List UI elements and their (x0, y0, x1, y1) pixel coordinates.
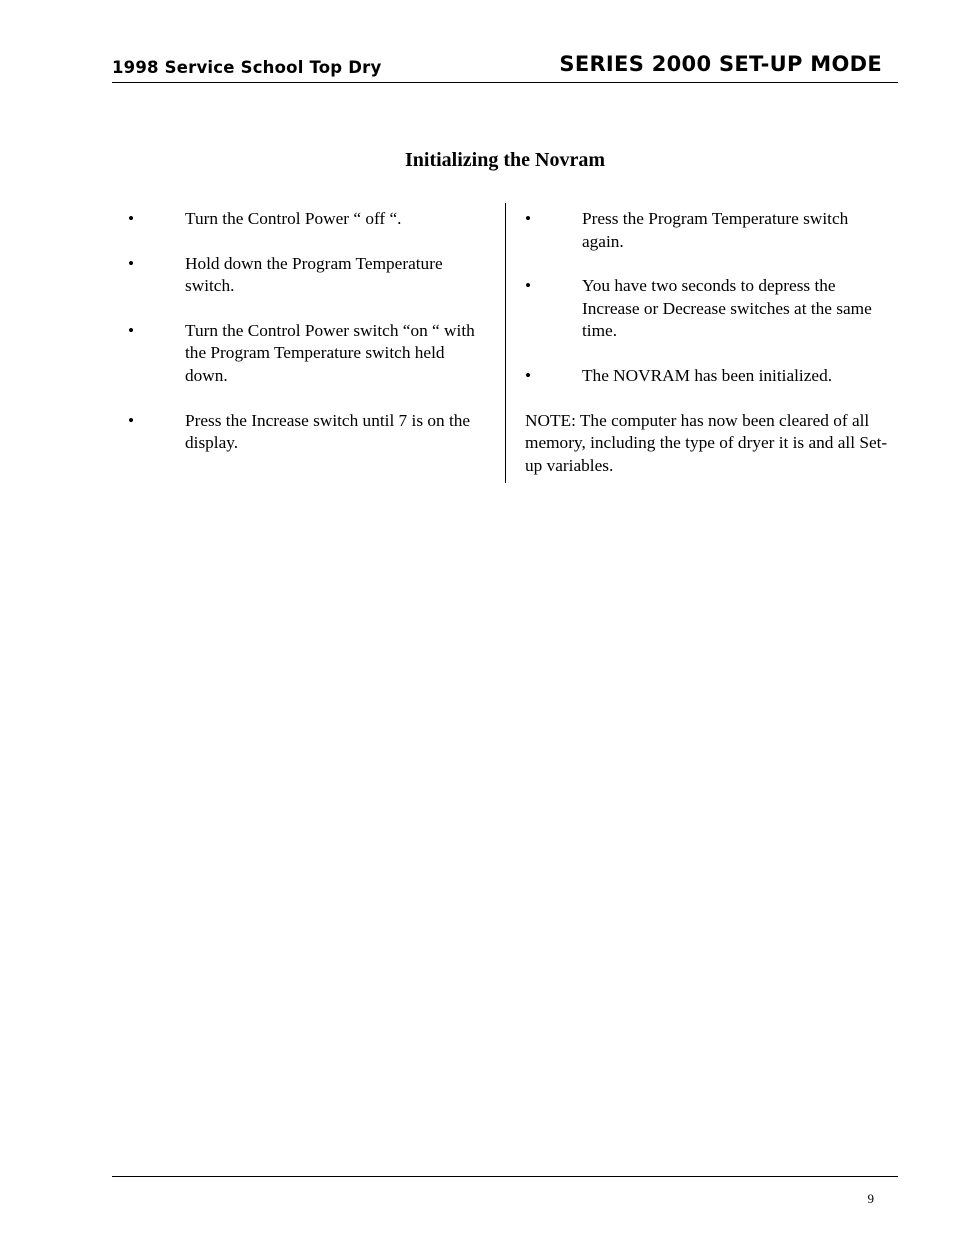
left-column (128, 208, 478, 477)
header-section-title: SERIES 2000 SET-UP MODE (559, 52, 882, 76)
bullet-icon: • (128, 253, 135, 273)
list-item-text: Turn the Control Power switch “on “ with the Program Temperature switch held down. (185, 320, 475, 385)
list-item (128, 410, 478, 455)
column-divider (505, 203, 506, 483)
page-number: 9 (867, 1191, 874, 1206)
footer-rule (112, 1176, 898, 1177)
list-item (525, 275, 890, 343)
list-item-text: Press the Program Temperature switch again. (582, 209, 849, 251)
list-item-text: The NOVRAM has been initialized. (582, 365, 833, 385)
bullet-icon: • (128, 410, 135, 430)
bullet-icon: • (525, 276, 532, 296)
bullet-icon: • (128, 320, 135, 340)
bullet-icon: • (525, 209, 532, 228)
list-item (128, 253, 478, 298)
list-item-text: Turn the Control Power “ off “. (185, 209, 402, 228)
header-doc-title: 1998 Service School Top Dry (112, 58, 382, 77)
list-item (525, 208, 890, 253)
list-item-text: You have two seconds to depress the Increase or Decrease switches at the same time. (582, 276, 872, 341)
right-column (525, 208, 890, 477)
bullet-icon: • (128, 209, 135, 228)
list-item-text: Hold down the Program Temperature switch. (185, 253, 443, 296)
list-item-text: Press the Increase switch until 7 is on the display. (185, 410, 471, 453)
list-item (525, 365, 890, 388)
list-item (128, 320, 478, 388)
note-paragraph: NOTE: The computer has now been cleared of all memory, including the type of dryer it is and all Set-up variables. (525, 410, 888, 475)
page-title: Initializing the Novram (405, 149, 605, 171)
bullet-icon: • (525, 365, 532, 385)
list-item (128, 208, 478, 231)
header-rule (112, 82, 898, 83)
